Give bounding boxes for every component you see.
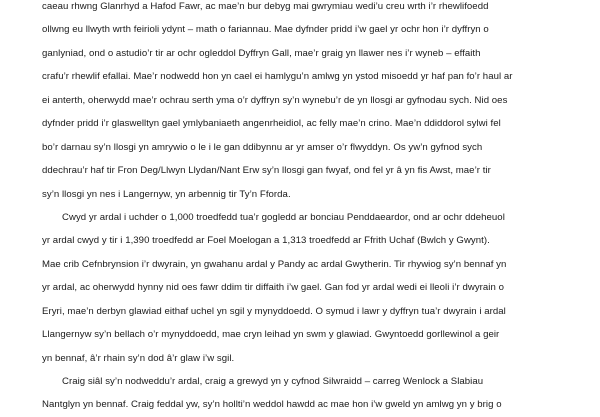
- text-line: sy’n llosgi yn nes i Langernyw, yn arbennig tir Ty’n Fforda.: [42, 188, 291, 200]
- text-line: ddechrau’r haf tir Fron Deg/Llwyn Llydan/Nant Erw sy’n llosgi gan fwyaf, ond fel yr â yn fis Awst, mae’r tir: [42, 165, 491, 177]
- paragraph-2: [42, 206, 582, 370]
- text-line: yr ardal cwyd y tir i 1,390 troedfedd ar Foel Moelogan a 1,313 troedfedd ar Ffrith Uchaf (Bwlch y Gwynt).: [42, 235, 490, 247]
- text-line: Mae crib Cefnbrynsion i’r dwyrain, yn gwahanu ardal y Pandy ac ardal Gwytherin. Tir rhywiog sy’n bennaf yn: [42, 258, 507, 270]
- text-line: ganlyniad, ond o astudio’r tir ar ochr ogleddol Dyffryn Gall, mae’r graig yn llawer nes i’r wyneb – effaith: [42, 47, 481, 59]
- text-line: dyfnder pridd i’r glaswelltyn gael ymlybaniaeth angenrheidiol, ac felly mae’n crino. Mae’n ddiddorol sylwi fel: [42, 118, 501, 130]
- text-line: Cwyd yr ardal i uchder o 1,000 troedfedd tua’r gogledd ar bonciau Penddaeardor, ond ar ochr ddeheuol: [62, 211, 505, 223]
- text-line: Eryri, mae’n derbyn glawiad eithaf uchel yn sgil y mynyddoedd. O symud i lawr y dyffryn tua’r dwyrain i ardal: [42, 305, 506, 317]
- text-line: Craig siâl sy’n nodweddu’r ardal, craig a grewyd yn y cyfnod Silwraidd – carreg Wenlock a Slabiau: [62, 376, 484, 387]
- text-line: Llangernyw sy’n bellach o’r mynyddoedd, mae cryn leihad yn swm y glawiad. Gwyntoedd gorllewinol a geir: [42, 329, 500, 341]
- paragraph-1: [42, 0, 582, 206]
- text-line: caeau rhwng Glanrhyd a Hafod Fawr, ac mae’n bur debyg mai gwrymiau wedi’u creu wrth i’r rhewlifoedd: [42, 1, 489, 12]
- text-line: ollwng eu llwyth wrth feirioli ydynt – math o fariannau. Mae dyfnder pridd i’w gael yr ochr hon i’r dyffryn o: [42, 24, 489, 36]
- body-text: [42, 0, 582, 417]
- paragraph-3: [42, 370, 582, 417]
- text-line: yr ardal, ac oherwydd hynny nid oes fawr ddim tir diffaith i’w gael. Gan fod yr ardal wedi ei lleoli i’r dwyrain o: [42, 282, 504, 294]
- text-line: bo’r darnau sy’n llosgi yn amrywio o le i le gan ddibynnu ar yr amser o’r flwyddyn. Os yw’n gyfnod sych: [42, 141, 483, 153]
- text-line: crafu’r rhewlif efallai. Mae’r nodwedd hon yn cael ei hamlygu’n amlwg yn ystod misoedd yr haf pan fo’r haul ar: [42, 71, 513, 83]
- text-line: Nantglyn yn bennaf. Craig feddal yw, sy’n hollti’n weddol hawdd ac mae hon i’w gweld yn amlwg yn y brig o: [42, 399, 502, 411]
- text-line: yn bennaf, â’r rhain sy’n dod â’r glaw i’w sgil.: [42, 352, 235, 364]
- text-line: ei anterth, oherwydd mae’r ochrau serth yma o’r dyffryn sy’n wynebu’r de yn llosgi ar gyfnodau sych. Nid oes: [42, 94, 508, 106]
